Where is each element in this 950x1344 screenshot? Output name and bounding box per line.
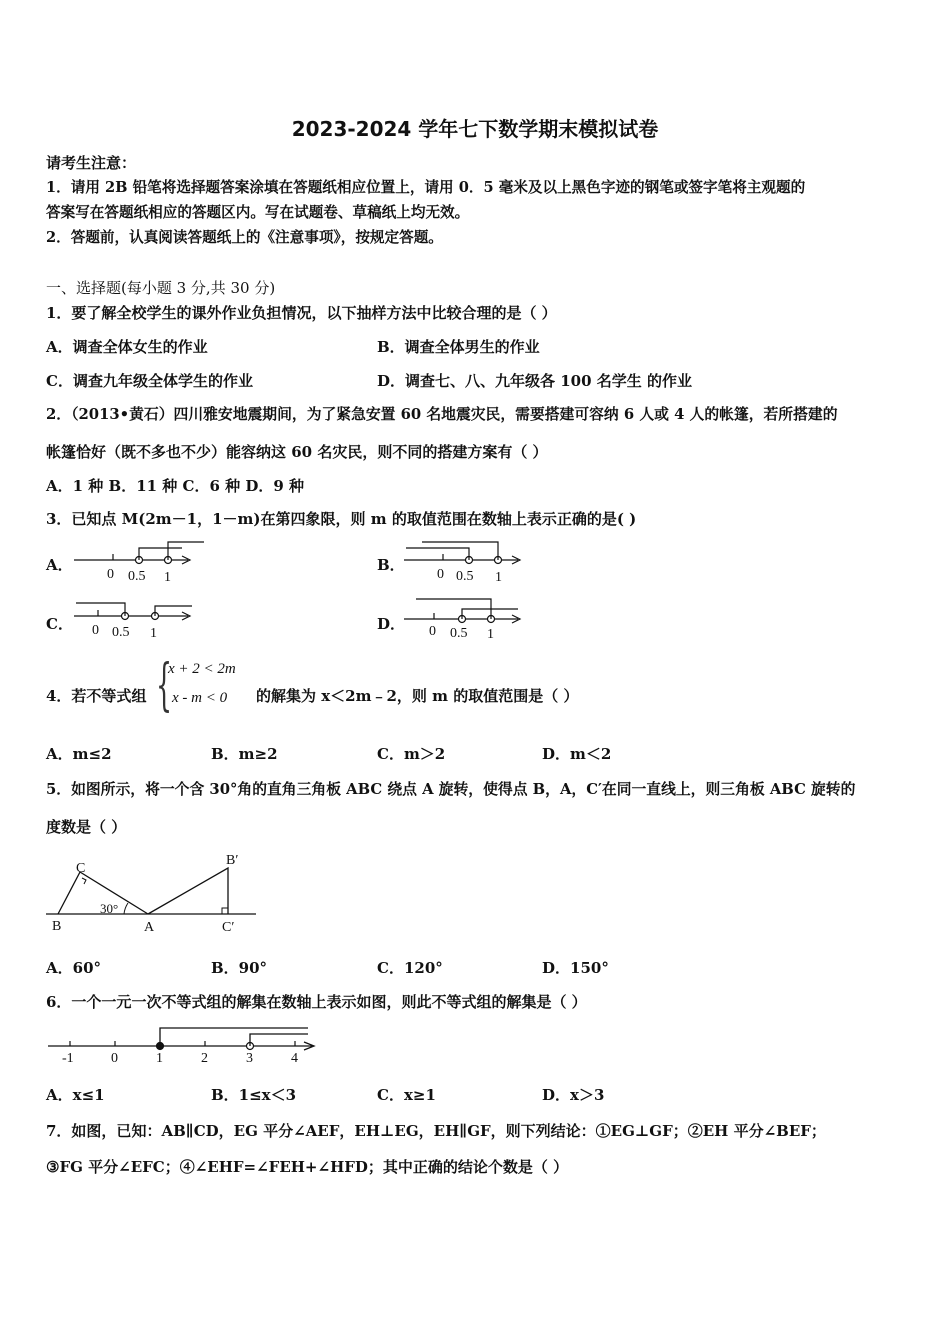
q3c-tick-0: 0 (92, 623, 99, 638)
q6-tick-1: 1 (156, 1051, 163, 1066)
q6-tick-4: 4 (291, 1051, 298, 1066)
q3a-tick-05: 0.5 (128, 569, 146, 584)
q5-option-c[interactable]: C．120° (377, 959, 443, 977)
q3-option-d[interactable]: D． (377, 615, 406, 633)
q5-option-a[interactable]: A．60° (46, 959, 102, 977)
q6-stem: 6．一个一元一次不等式组的解集在数轴上表示如图，则此不等式组的解集是（ ） (46, 993, 587, 1011)
q3-option-c[interactable]: C． (46, 615, 73, 633)
q6-option-b[interactable]: B．1≤x＜3 (211, 1086, 297, 1104)
notice-line-2: 答案写在答题纸相应的答题区内。写在试题卷、草稿纸上均无效。 (46, 204, 470, 221)
q6-option-a[interactable]: A．x≤1 (46, 1086, 105, 1104)
q4-brace: { (156, 653, 173, 718)
q5-label-a: A (144, 920, 155, 935)
q3b-tick-05: 0.5 (456, 569, 474, 584)
q6-number-line (46, 1024, 326, 1068)
q3-option-a[interactable]: A． (46, 556, 73, 574)
q1-option-c[interactable]: C．调查九年级全体学生的作业 (46, 372, 253, 390)
q6-option-d[interactable]: D．x＞3 (542, 1086, 605, 1104)
q2-stem-2: 帐篷恰好（既不多也不少）能容纳这 60 名灾民，则不同的搭建方案有（ ） (46, 443, 548, 461)
q3-number-line-d (400, 597, 540, 647)
q4-inequality-2: x - m < 0 (172, 690, 228, 706)
q4-option-a[interactable]: A．m≤2 (46, 745, 112, 763)
q5-triangle-figure (44, 848, 264, 940)
q3d-tick-05: 0.5 (450, 626, 468, 641)
q7-stem-2: ③FG 平分∠EFC；④∠EHF=∠FEH+∠HFD；其中正确的结论个数是（ ） (46, 1158, 569, 1176)
q3c-tick-1: 1 (150, 626, 157, 641)
q3-number-line-c (70, 598, 210, 646)
q7-stem-1: 7．如图，已知：AB∥CD，EG 平分∠AEF，EH⊥EG，EH∥GF，则下列结论：①EG⊥GF；②EH 平分∠BEF； (46, 1122, 826, 1140)
q6-tick-0: 0 (111, 1051, 118, 1066)
q5-stem-1: 5．如图所示，将一个含 30°角的直角三角板 ABC 绕点 A 旋转，使得点 B，A，C′在同一直线上，则三角板 ABC 旋转的 (46, 781, 856, 798)
q1-stem: 1．要了解全校学生的课外作业负担情况，以下抽样方法中比较合理的是（ ） (46, 304, 557, 322)
q4-option-b[interactable]: B．m≥2 (211, 745, 278, 763)
q5-stem-2: 度数是（ ） (46, 818, 127, 836)
notice-line-3: 2．答题前，认真阅读答题纸上的《注意事项》，按规定答题。 (46, 229, 443, 246)
q4-option-d[interactable]: D．m＜2 (542, 745, 612, 763)
q6-tick-2: 2 (201, 1051, 208, 1066)
q5-option-d[interactable]: D．150° (542, 959, 609, 977)
q4-inequality-1: x + 2 < 2m (168, 661, 236, 677)
q1-option-a[interactable]: A．调查全体女生的作业 (46, 338, 208, 356)
q3b-tick-0: 0 (437, 567, 444, 582)
q3c-tick-05: 0.5 (112, 625, 130, 640)
q5-label-c-prime: C′ (222, 920, 235, 935)
q2-options[interactable]: A．1 种 B．11 种 C．6 种 D．9 种 (46, 477, 305, 495)
q4-option-c[interactable]: C．m＞2 (377, 745, 446, 763)
page-title: 2023-2024 学年七下数学期末模拟试卷 (291, 117, 659, 141)
q3-number-line-a (70, 538, 210, 588)
q1-option-b[interactable]: B．调查全体男生的作业 (377, 338, 540, 356)
q3d-tick-1: 1 (487, 627, 494, 642)
q3a-tick-0: 0 (107, 567, 114, 582)
q3-option-b[interactable]: B． (377, 556, 405, 574)
q5-option-b[interactable]: B．90° (211, 959, 268, 977)
q6-tick-3: 3 (246, 1051, 253, 1066)
q5-angle-label: 30° (100, 901, 119, 916)
q4-suffix: 的解集为 x＜2m﹣2，则 m 的取值范围是（ ） (256, 687, 579, 705)
q3b-tick-1: 1 (495, 570, 502, 585)
notice-heading: 请考生注意： (46, 154, 137, 172)
q5-label-b-prime: B′ (226, 853, 239, 868)
q4-prefix: 4．若不等式组 (46, 687, 147, 705)
q3a-tick-1: 1 (164, 570, 171, 585)
q5-label-c: C (76, 861, 86, 876)
section-heading: 一、选择题(每小题 3 分,共 30 分) (46, 279, 276, 297)
notice-line-1: 1．请用 2B 铅笔将选择题答案涂填在答题纸相应位置上，请用 0．5 毫米及以上黑色字迹的钢笔或签字笔将主观题的 (46, 179, 806, 196)
q5-label-b: B (52, 919, 62, 934)
q3-stem: 3．已知点 M(2m－1，1－m)在第四象限，则 m 的取值范围在数轴上表示正确的是( ) (46, 510, 637, 528)
q3d-tick-0: 0 (429, 624, 436, 639)
q2-stem-1: 2．（2013•黄石）四川雅安地震期间，为了紧急安置 60 名地震灾民，需要搭建可容纳 6 人或 4 人的帐篷，若所搭建的 (46, 406, 838, 423)
q3-number-line-b (400, 540, 540, 590)
q6-option-c[interactable]: C．x≥1 (377, 1086, 436, 1104)
q6-tick-neg1: -1 (62, 1051, 74, 1066)
q1-option-d[interactable]: D．调查七、八、九年级各 100 名学生 的作业 (377, 372, 692, 390)
